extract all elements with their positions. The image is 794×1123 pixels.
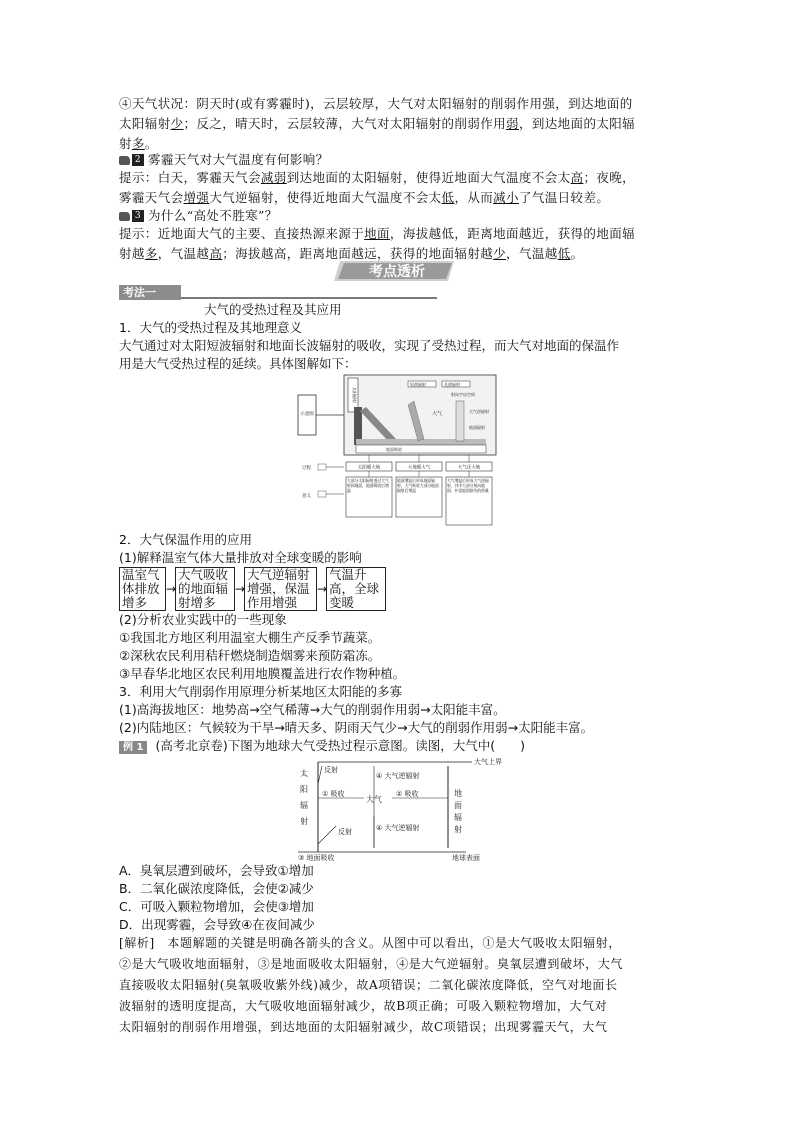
flow-step-1: 温室气 体排放 增多 [119, 567, 166, 611]
option-d: D．出现雾霾，会导致④在夜间减少 [119, 917, 315, 932]
section-subtitle: 大气的受热过程及其应用 [204, 302, 342, 317]
svg-text:射: 射 [300, 817, 308, 826]
step-2: 大地暖大气 [407, 465, 431, 471]
thumbs-up-icon: 2 [119, 154, 144, 166]
option-a: A．臭氧层遭到破坏，会导致①增加 [119, 863, 314, 878]
svg-text:射: 射 [454, 825, 462, 834]
step-1: 太阳暖大地 [357, 465, 381, 471]
weather-line-2: 太阳辐射少；反之，晴天时，云层较薄，大气对太阳辐射的削弱作用弱，到达地面的太阳辐 [119, 116, 636, 131]
svg-text:面: 面 [454, 801, 462, 810]
flow-arrow-2: → [235, 582, 246, 596]
diagram-back-rad: 大气逆辐射 [469, 409, 489, 414]
example-source: (高考北京卷) [155, 738, 228, 753]
item-2: ②深秋农民利用秸秆燃烧制造烟雾来预防霜冻。 [119, 648, 381, 663]
point-1: (1)高海拔地区：地势高→空气稀薄→大气的削弱作用弱→太阳能丰富。 [119, 702, 506, 717]
absorb-2: ② 吸收 [396, 790, 419, 798]
meaning-2: 地面增温后形成地面辐射，大气吸收大部分地面辐射后增温 [397, 478, 439, 493]
flow-arrow-1: → [166, 582, 177, 596]
weather-line-3: 射多。 [119, 136, 158, 151]
diagram-space-label: 射向宇宙空间 [451, 392, 475, 397]
diagram-left-label: 示意图 [300, 412, 314, 417]
question-2-answer: 提示：白天，雾霾天气会减弱到达地面的太阳辐射，使得近地面大气温度不会太高；夜晚， 雾霾天气会增强大气逆辐射，使得近地面大气温度不会太低，从而减小了气温日较差。 [119, 170, 636, 205]
ground-rad-label: 地 [454, 789, 462, 798]
back-rad-label: ④ 大气逆辐射 [376, 824, 420, 832]
diagram-ground-absorb: 地面吸收 [386, 447, 402, 452]
analysis: [解析] 本题解题的关键是明确各箭头的含义。从图中可以看出，①是大气吸收太阳辐射， ②是大气吸收地面辐射，③是地面吸收太阳辐射，④是大气逆辐射。臭氧层遭到破坏，大气 直接吸收太阳辐射(臭氧吸收紫外线)减少，故A项错误；二氧化碳浓度降低，空气对地面长 波辐射的透明度提高，大气吸收地面辐射减少，故B项正确；可吸入颗粒物增加，大气对 太阳辐射的削弱作用增强，到达地面的太阳辐射减少，故C项错误；出现雾霾天气，大气 [119, 936, 624, 1034]
heading-1: 1．大气的受热过程及其地理意义 [119, 320, 302, 335]
heating-process-diagram [296, 373, 502, 530]
sun-label: 太 [300, 769, 308, 778]
surface-label: 地球表面 [452, 854, 480, 862]
ground-absorb-label: ③ 地面吸收 [298, 854, 335, 862]
reflect-label-2: 反射 [338, 828, 352, 836]
svg-text:辐: 辐 [300, 801, 308, 810]
example-tag: 例 1 [119, 741, 147, 754]
meaning-1: 大部分太阳辐射透过大气射到地面，地面吸收后增温 [347, 478, 389, 493]
step-3: 大气还大地 [457, 465, 481, 471]
example-question: 下图为地球大气受热过程示意图。读图，大气中( ) [227, 738, 525, 753]
diagram-ground-rad: 地面辐射 [469, 425, 485, 430]
heating-diagram-example [296, 756, 502, 862]
option-b: B．二氧化碳浓度降低，会使②减少 [119, 881, 314, 896]
svg-text:辐: 辐 [454, 813, 462, 822]
item-3: ③早春华北地区农民利用地膜覆盖进行农作物种植。 [119, 666, 406, 681]
example-1-stem [119, 737, 525, 755]
reflect-label-1: 反射 [324, 766, 338, 774]
legend-long: 长波辐射 [444, 382, 460, 387]
weather-line-1: ④天气状况：阴天时(或有雾霾时)，云层较厚，大气对太阳辐射的削弱作用强，到达地面的 [119, 96, 633, 111]
intro-line-1: 大气通过对太阳短波辐射和地面长波辐射的吸收，实现了受热过程，而大气对地面的保温作 [119, 338, 620, 353]
diagram-sun-label: 太阳辐射 [352, 387, 357, 403]
flow-step-3: 大气逆辐射 增强，保温 作用增强 [244, 567, 317, 611]
back-rad-top: ④ 大气逆辐射 [376, 772, 420, 780]
thumbs-up-icon: 3 [119, 210, 144, 222]
legend-short: 短波辐射 [410, 382, 426, 387]
method-tag: 考法一 [119, 285, 181, 300]
flow-arrow-3: → [317, 582, 328, 596]
top-boundary-label: 大气上界 [474, 758, 502, 766]
intro-line-2: 用是大气受热过程的延续。具体图解如下： [119, 356, 357, 371]
method-divider [181, 297, 437, 299]
flow-step-2: 大气吸收 的地面辐 射增多 [175, 567, 235, 611]
weather-paragraph [119, 94, 681, 154]
section-banner [334, 259, 460, 283]
atmos-label: 大气 [366, 795, 382, 804]
point-2: (2)内陆地区：气候较为干旱→晴天多、阴雨天气少→大气的削弱作用弱→太阳能丰富。 [119, 720, 594, 735]
svg-text:阳: 阳 [300, 785, 308, 794]
item-1: ①我国北方地区利用温室大棚生产反季节蔬菜。 [119, 630, 381, 645]
meaning-3: 大气增温后形成大气逆辐射，其中大部分射向地面，补偿地面损失的热量 [447, 478, 489, 493]
option-c: C．可吸入颗粒物增加，会使③增加 [119, 899, 314, 914]
banner-title: 考点透析 [369, 264, 425, 280]
sub-1: (1)解释温室气体大量排放对全球变暖的影响 [119, 550, 362, 565]
absorb-1: ① 吸收 [322, 790, 345, 798]
heading-2: 2．大气保温作用的应用 [119, 532, 252, 547]
diagram-atmos-label: 大气 [432, 411, 443, 417]
question-3-answer: 提示：近地面大气的主要、直接热源来源于地面，海拔越低，距离地面越近，获得的地面辐 射越多，气温越高；海拔越高，距离地面越远，获得的地面辐射越少，气温越低。 [119, 226, 636, 261]
process-label: 过程 [302, 466, 311, 471]
sub-2: (2)分析农业实践中的一些现象 [119, 612, 287, 627]
method-tag-bar [119, 285, 437, 301]
heading-3: 3．利用大气削弱作用原理分析某地区太阳能的多寡 [119, 684, 402, 699]
question-3-title: 3 为什么“高处不胜寒”？ [119, 206, 681, 226]
meaning-label: 意义 [302, 494, 311, 499]
flow-step-4: 气温升 高，全球 变暖 [326, 567, 386, 611]
question-2-title: 2 雾霾天气对大气温度有何影响？ [119, 150, 681, 170]
